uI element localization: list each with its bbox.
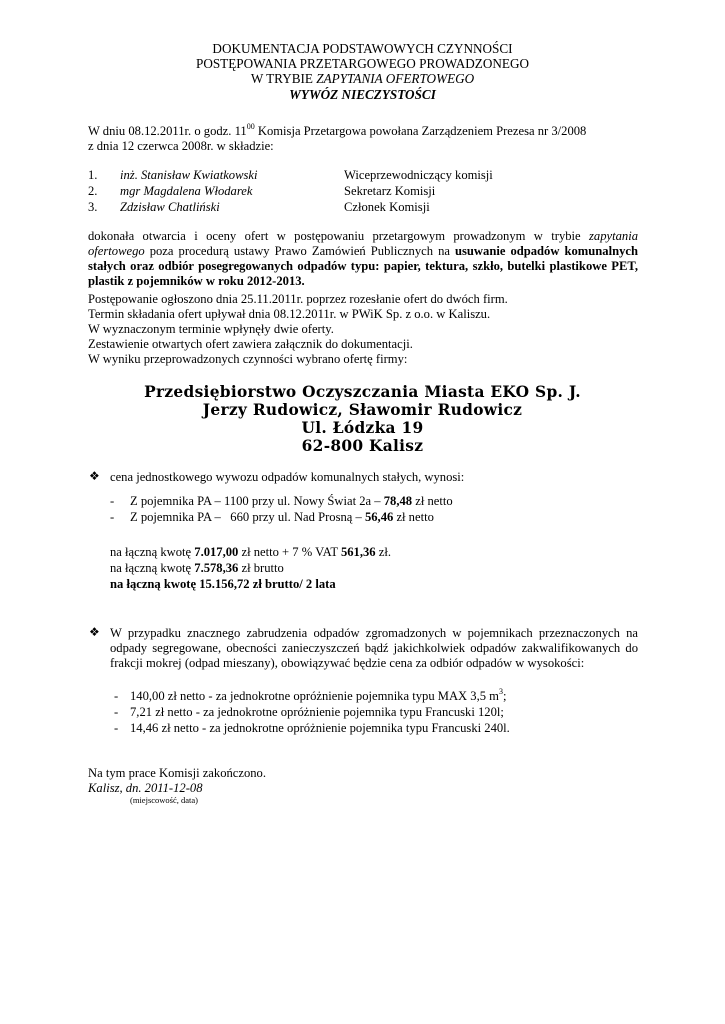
body-text-scope: usuwanie odpadów komunalnych stałych oraz odbiór posegregowanych odpadów typu: papier, tektura, szkło, butelki plastikowe PET, plastik z pojemników w roku 2012-2013. [88,244,638,288]
total-two-years: na łączną kwotę 15.156,72 zł brutto/ 2 lata [110,577,336,591]
total-net-mid: zł netto + 7 % VAT [238,545,341,559]
committee-row [88,168,648,184]
price-item-dash: - [110,510,115,524]
surcharge-item [114,721,118,736]
surcharge-dash: - [114,721,119,735]
price-item-suffix: zł netto [412,494,453,508]
surcharge-item [114,689,118,704]
total-net-tail: zł. [375,545,391,559]
body-line-selected: W wyniku przeprowadzonych czynności wybrano ofertę firmy: [88,352,408,366]
intro-text-c: z dnia 12 czerwca 2008r. w składzie: [88,139,274,153]
diamond-bullet-icon: ❖ [89,469,100,483]
surcharge-dash: - [114,705,119,719]
price-item-text [130,510,434,525]
closing-line: Na tym prace Komisji zakończono. [88,766,267,780]
committee-num: 3. [88,200,98,214]
total-net-amount: 7.017,00 [194,545,239,559]
body-text-c: poza procedurą ustawy Prawo Zamówień Publicznych na [144,244,456,258]
doc-title-line-2: POSTĘPOWANIA PRZETARGOWEGO PROWADZONEGO [195,56,530,71]
doc-title-line-3 [0,71,725,86]
price-item-dash: - [110,494,115,508]
intro-text-a: W dniu 08.12.2011r. o godz. 11 [88,124,247,138]
total-vat-amount: 561,36 [340,545,376,559]
price-item-label: Z pojemnika PA – 1100 przy ul. Nowy Świat 2a – [130,494,384,508]
surcharge-tail: ; [502,689,507,703]
committee-list [88,168,648,216]
body-text-a: dokonała otwarcia i oceny ofert w postępowaniu przetargowym prowadzonym w trybie [88,229,590,243]
company-name: Przedsiębiorstwo Oczyszczania Miasta EKO Sp. J. [144,383,581,401]
price-item-suffix: zł netto [393,510,434,524]
price-item-amount: 56,46 [364,510,394,524]
surcharge-item-text: 14,46 zł netto - za jednokrotne opróżnienie pojemnika typu Francuski 240l. [130,721,510,735]
place-date: Kalisz, dn. 2011-12-08 [88,781,203,795]
body-text-mode: zapytania ofertowego [88,229,638,258]
surcharge-item-text: 7,21 zł netto - za jednokrotne opróżnienie pojemnika typu Francuski 120l; [130,705,504,719]
total-gross-label: na łączną kwotę [110,561,195,575]
total-gross-suffix: zł brutto [238,561,284,575]
price-item [110,494,114,509]
surcharge-dash: - [114,689,119,703]
surcharge-label: 140,00 zł netto - za jednokrotne opróżnienie pojemnika typu MAX 3,5 m [130,689,499,703]
committee-role: Wiceprzewodniczący komisji [344,168,493,182]
intro-paragraph [88,121,638,154]
body-line-offers: W wyznaczonym terminie wpłynęły dwie oferty. [88,322,334,336]
body-line-attachment: Zestawienie otwartych ofert zawiera załącznik do dokumentacji. [88,337,413,351]
committee-role: Członek Komisji [344,200,430,214]
place-date-caption: (miejscowość, data) [130,795,198,805]
doc-title-line-3-prefix: W TRYBIE [250,71,317,86]
contamination-paragraph: W przypadku znacznego zabrudzenia odpadów zgromadzonych w pojemnikach przeznaczonych na odpady segregowane, obecności zanieczyszczeń bądź jakichkolwiek odpadów zakwalifikowanych do frakcji mokrej (odpad mieszany), obowiązywać będzie cena za odbiór odpadów w wysokości: [110,626,638,670]
price-item-amount: 78,48 [383,494,413,508]
doc-title-line-3-italic: ZAPYTANIA OFERTOWEGO [316,71,475,86]
intro-time-sup: 00 [246,121,255,131]
price-item-text [130,494,453,509]
company-street: Ul. Łódzka 19 [301,419,424,437]
body-line-deadline: Termin składania ofert upływał dnia 08.12.2011r. w PWiK Sp. z o.o. w Kaliszu. [88,307,491,321]
committee-num: 2. [88,184,98,198]
committee-row [88,184,648,200]
committee-role: Sekretarz Komisji [344,184,436,198]
price-heading: cena jednostkowego wywozu odpadów komunalnych stałych, wynosi: [110,470,465,484]
committee-name: Zdzisław Chatliński [120,200,220,214]
company-owners: Jerzy Rudowicz, Sławomir Rudowicz [202,401,523,419]
committee-num: 1. [88,168,98,182]
company-city: 62-800 Kalisz [301,437,424,455]
body-lines [88,292,648,367]
intro-text-b: Komisja Przetargowa powołana Zarządzeniem Prezesa nr 3/2008 [254,124,587,138]
surcharge-unit-sup: 3 [498,686,503,696]
diamond-bullet-icon: ❖ [89,625,100,639]
total-gross [110,561,284,576]
surcharge-item-text [130,686,507,704]
price-item-label: Z pojemnika PA – 660 przy ul. Nad Prosną – [130,510,365,524]
doc-subject: WYWÓZ NIECZYSTOŚCI [289,87,436,102]
committee-name: inż. Stanisław Kwiatkowski [120,168,258,182]
total-net-label: na łączną kwotę [110,545,195,559]
committee-row [88,200,648,216]
total-gross-amount: 7.578,36 [194,561,239,575]
price-item [110,510,114,525]
body-paragraph [88,229,638,289]
doc-title-line-1: DOKUMENTACJA PODSTAWOWYCH CZYNNOŚCI [212,41,513,56]
surcharge-item [114,705,118,720]
committee-name: mgr Magdalena Włodarek [120,184,253,198]
total-net [110,545,391,560]
body-line-announced: Postępowanie ogłoszono dnia 25.11.2011r. poprzez rozesłanie ofert do dwóch firm. [88,292,508,306]
